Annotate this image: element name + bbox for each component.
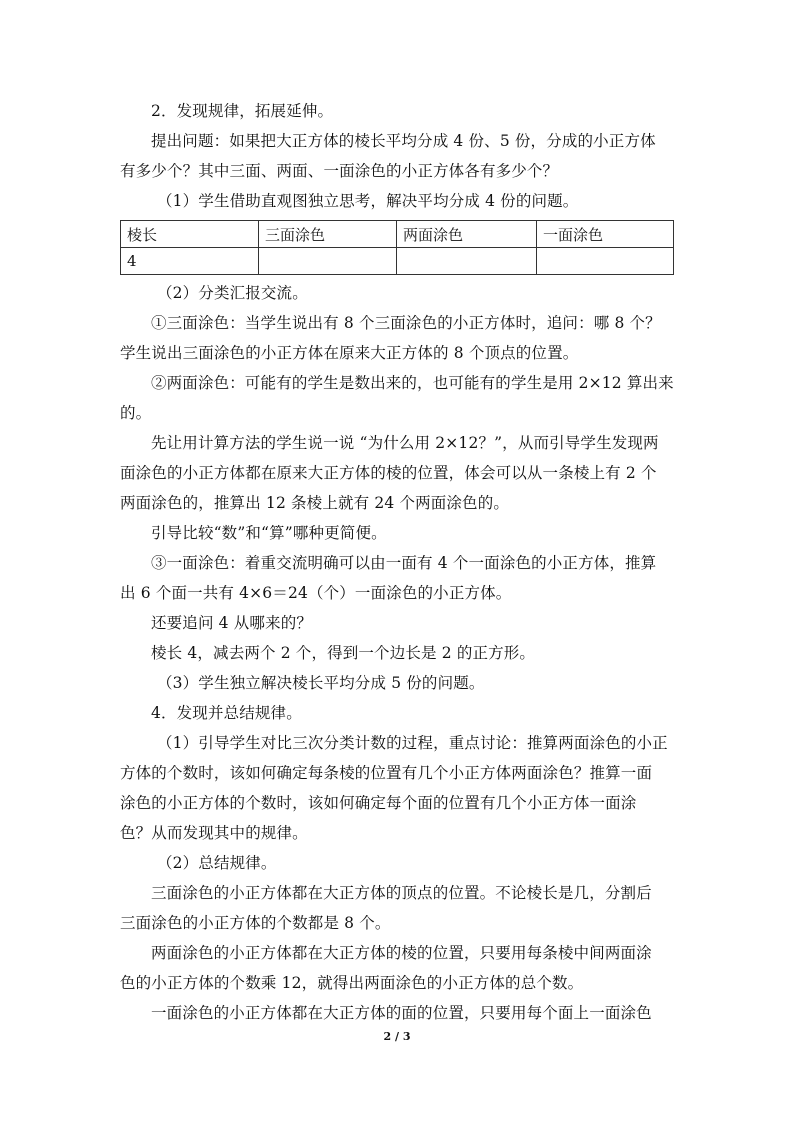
paragraph-line: 出 6 个面一共有 4×6＝24（个）一面涂色的小正方体。 — [120, 584, 512, 602]
paragraph-line: ③一面涂色：着重交流明确可以由一面有 4 个一面涂色的小正方体，推算 — [151, 554, 657, 572]
table-header-cell: 三面涂色 — [259, 221, 397, 248]
paragraph-line: ②两面涂色：可能有的学生是数出来的，也可能有的学生是用 2×12 算出来 — [151, 374, 674, 392]
paragraph-line: 涂色的小正方体的个数时，该如何确定每个面的位置有几个小正方体一面涂 — [120, 794, 637, 812]
paragraph-line: （1）引导学生对比三次分类计数的过程，重点讨论：推算两面涂色的小正 — [157, 734, 668, 752]
section-heading-2: 2．发现规律，拓展延伸。 — [151, 102, 334, 120]
paragraph-line: 的。 — [120, 404, 152, 422]
paragraph-line: 先让用计算方法的学生说一说 “为什么用 2×12？”，从而引导学生发现两 — [151, 434, 659, 452]
paragraph-line: 两面涂色的，推算出 12 条棱上就有 24 个两面涂色的。 — [120, 494, 510, 512]
paragraph-line: 三面涂色的小正方体的个数都是 8 个。 — [120, 914, 391, 932]
paragraph-line: 学生说出三面涂色的小正方体在原来大正方体的 8 个顶点的位置。 — [120, 344, 579, 362]
table-header-cell: 棱长 — [121, 221, 259, 248]
paragraph-line: 还要追问 4 从哪来的？ — [151, 614, 313, 632]
paragraph-line: 棱长 4，减去两个 2 个，得到一个边长是 2 的正方形。 — [151, 644, 536, 662]
paragraph-line: 面涂色的小正方体都在原来大正方体的棱的位置，体会可以从一条棱上有 2 个 — [120, 464, 657, 482]
paragraph-line: 三面涂色的小正方体都在大正方体的顶点的位置。不论棱长是几，分割后 — [151, 884, 652, 902]
paragraph-line: 有多少个？其中三面、两面、一面涂色的小正方体各有多少个？ — [120, 162, 559, 180]
table-header-row — [121, 221, 674, 248]
paragraph-line: 引导比较“数”和“算”哪种更简便。 — [151, 524, 387, 542]
table-cell — [397, 248, 537, 275]
page-number: 2 / 3 — [383, 1030, 411, 1043]
paragraph-line: 一面涂色的小正方体都在大正方体的面的位置，只要用每个面上一面涂色 — [151, 1004, 652, 1022]
paragraph-line: 两面涂色的小正方体都在大正方体的棱的位置，只要用每条棱中间两面涂 — [151, 944, 652, 962]
table-row — [121, 248, 674, 275]
document-body — [120, 96, 674, 1028]
paragraph-line: （2）分类汇报交流。 — [157, 284, 308, 302]
count-table — [120, 220, 674, 275]
table-cell: 4 — [121, 248, 259, 275]
table-cell — [537, 248, 674, 275]
paragraph-line: （1）学生借助直观图独立思考，解决平均分成 4 份的问题。 — [157, 192, 579, 210]
paragraph-line: 色的小正方体的个数乘 12，就得出两面涂色的小正方体的总个数。 — [120, 974, 584, 992]
paragraph-line: 方体的个数时，该如何确定每条棱的位置有几个小正方体两面涂色？推算一面 — [120, 764, 653, 782]
paragraph-line: 提出问题：如果把大正方体的棱长平均分成 4 份、5 份，分成的小正方体 — [151, 132, 656, 150]
paragraph-line: ①三面涂色：当学生说出有 8 个三面涂色的小正方体时，追问：哪 8 个？ — [151, 314, 661, 332]
table-header-cell: 两面涂色 — [397, 221, 537, 248]
paragraph-line: （2）总结规律。 — [157, 854, 277, 872]
section-heading-4: 4．发现并总结规律。 — [151, 704, 302, 722]
paragraph-line: 色？从而发现其中的规律。 — [120, 824, 308, 842]
table-cell — [259, 248, 397, 275]
table-header-cell: 一面涂色 — [537, 221, 674, 248]
paragraph-line: （3）学生独立解决棱长平均分成 5 份的问题。 — [157, 674, 485, 692]
